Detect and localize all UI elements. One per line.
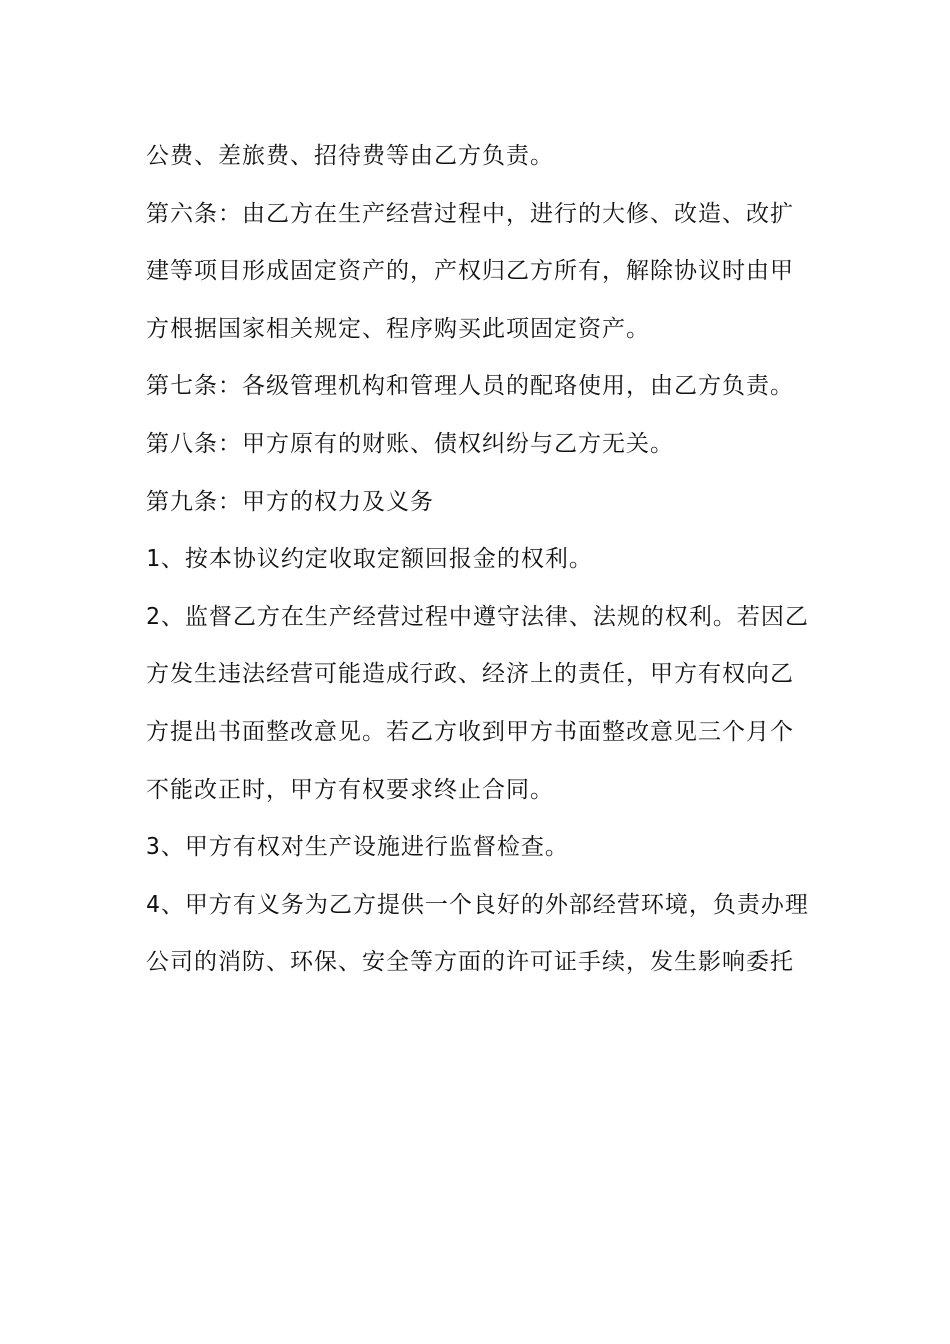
- text-line: 方提出书面整改意见。若乙方收到甲方书面整改意见三个月个: [146, 718, 794, 745]
- text-line: 4、甲方有义务为乙方提供一个良好的外部经营环境，负责办理: [146, 891, 809, 918]
- text-line: 方发生违法经营可能造成行政、经济上的责任，甲方有权向乙: [146, 661, 794, 688]
- text-line: 1、按本协议约定收取定额回报金的权利。: [146, 546, 593, 573]
- text-line: 建等项目形成固定资产的，产权归乙方所有，解除协议时由甲: [146, 258, 794, 285]
- text-line: 第八条：甲方原有的财账、债权纠纷与乙方无关。: [146, 430, 674, 457]
- text-line: 公司的消防、环保、安全等方面的许可证手续，发生影响委托: [146, 949, 794, 976]
- text-line: 第六条：由乙方在生产经营过程中，进行的大修、改造、改扩: [146, 200, 794, 227]
- text-line: 方根据国家相关规定、程序购买此项固定资产。: [146, 315, 650, 342]
- text-line: 3、甲方有权对生产设施进行监督检查。: [146, 834, 569, 861]
- document-body: [146, 128, 816, 992]
- text-line: 2、监督乙方在生产经营过程中遵守法律、法规的权利。若因乙: [146, 603, 809, 630]
- text-line: 第七条：各级管理机构和管理人员的配珞使用，由乙方负责。: [146, 373, 794, 400]
- text-line: 不能改正时，甲方有权要求终止合同。: [146, 776, 554, 803]
- text-line: 第九条：甲方的权力及义务: [146, 488, 434, 515]
- text-line: 公费、差旅费、招待费等由乙方负责。: [146, 143, 554, 169]
